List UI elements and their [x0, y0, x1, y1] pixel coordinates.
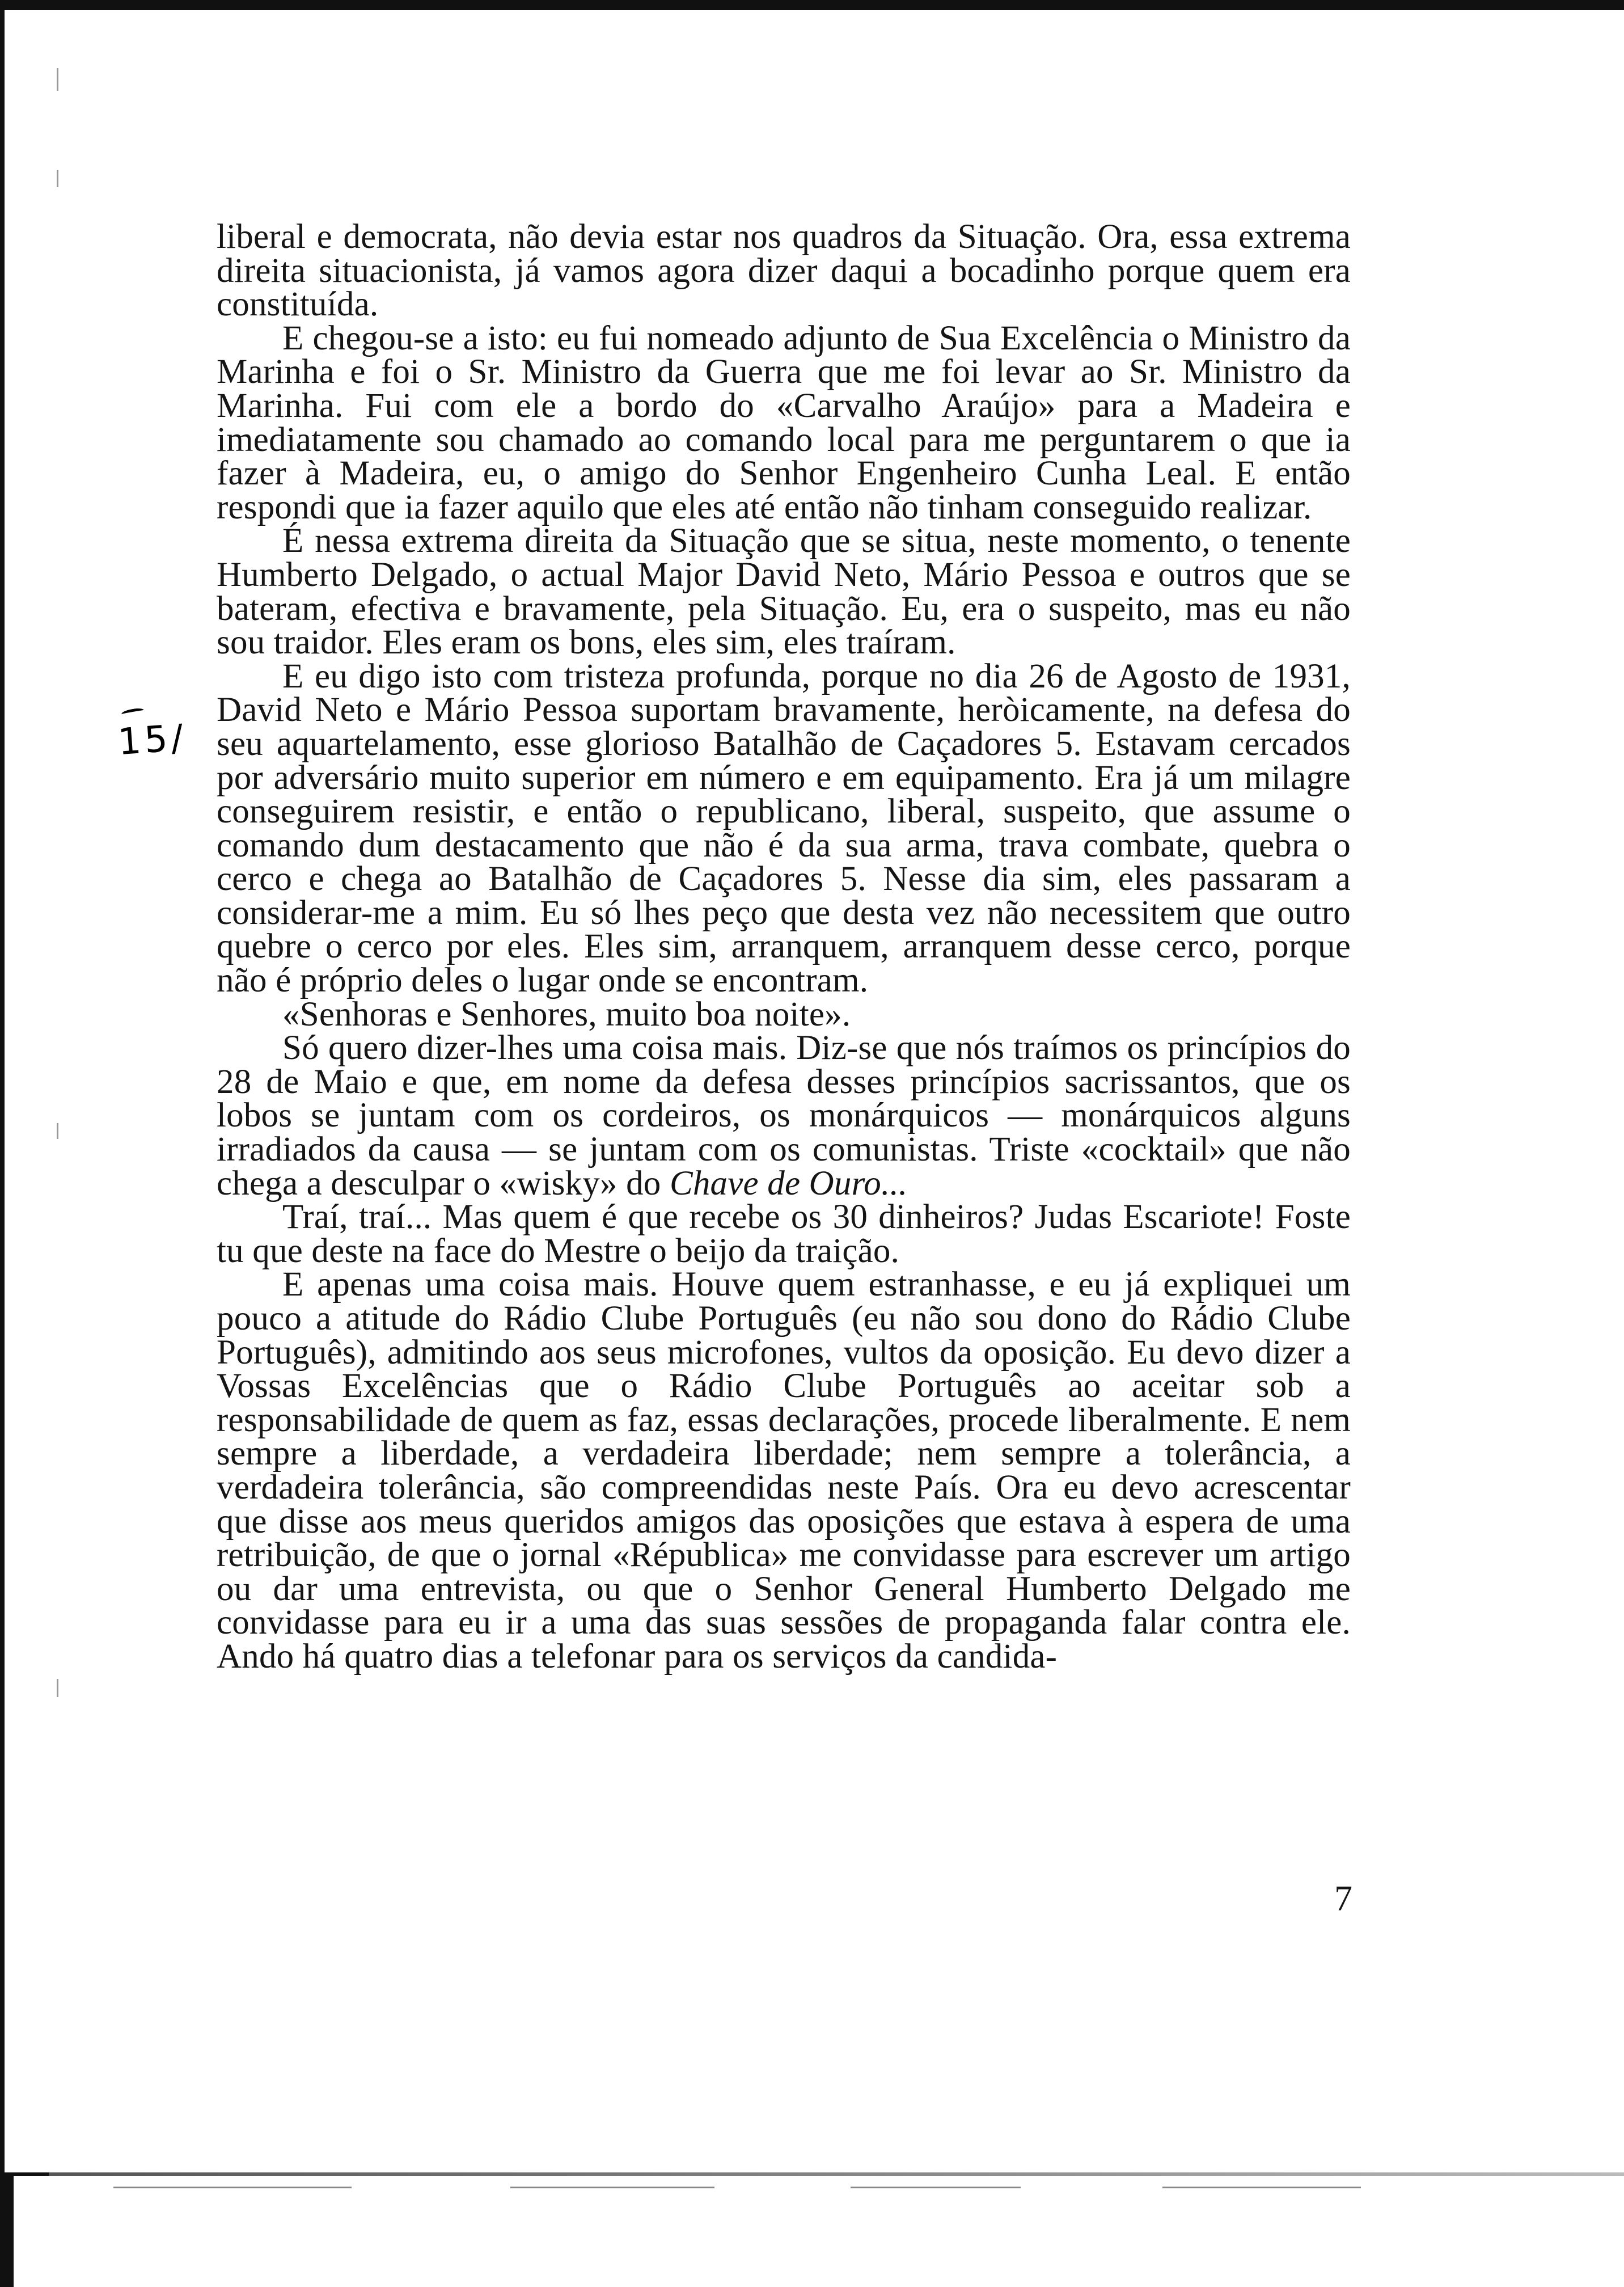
paragraph: Traí, traí... Mas quem é que recebe os 30 dinheiros? Judas Escariote! Foste tu que deste na face do Mestre o beijo da traição.: [217, 1198, 1351, 1270]
scan-dash: [1162, 2187, 1361, 2188]
scan-speck: [57, 170, 58, 187]
page-number: 7: [1334, 1878, 1352, 1918]
page-body: [217, 220, 1351, 1674]
scan-corner: [0, 0, 34, 23]
paragraph: E chegou-se a isto: eu fui nomeado adjunto de Sua Excelência o Ministro da Marinha e foi o Sr. Ministro da Guerra que me foi levar ao Sr. Ministro da Marinha. Fui com ele a bordo do «Carvalho Araújo» para a Madeira e imediatamente sou chamado ao comando local para me perguntarem o que ia fazer à Madeira, eu, o amigo do Senhor Engenheiro Cunha Leal. E então respondi que ia fazer aquilo que eles até então não tinham conseguido realizar.: [217, 319, 1351, 526]
paragraph: [217, 1031, 1351, 1200]
scan-speck: [57, 68, 58, 91]
scan-dash: [851, 2187, 1021, 2188]
scan-dash: [510, 2187, 714, 2188]
scan-dash: [113, 2187, 352, 2188]
paragraph: E eu digo isto com tristeza profunda, porque no dia 26 de Agosto de 1931, David Neto e Mário Pessoa suportam bravamente, heròicamente, na defesa do seu aquartelamento, esse glorioso Batalhão de Caçadores 5. Estavam cercados por adversário muito superior em número e em equipamento. Era já um milagre conseguirem resistir, e então o republicano, liberal, suspeito, que assume o comando dum destacamento que não é da sua arma, trava combate, quebra o cerco e chega ao Batalhão de Caçadores 5. Nesse dia sim, eles passaram a considerar-me a mim. Eu só lhes peço que desta vez não necessitem que outro quebre o cerco por eles. Eles sim, arranquem, arranquem desse cerco, porque não é próprio deles o lugar onde se encontram.: [217, 657, 1351, 1000]
scan-border-bottom: [0, 2172, 1624, 2176]
italic-title: Chave de Ouro...: [669, 1164, 908, 1202]
scan-border-bottom-left: [0, 2172, 14, 2287]
scan-border-left: [0, 0, 5, 2287]
paragraph: É nessa extrema direita da Situação que se situa, neste momento, o tenente Humberto Delgado, o actual Major David Neto, Mário Pessoa e outros que se bateram, efectiva e bravamente, pela Situação. Eu, era o suspeito, mas eu não sou traidor. Eles eram os bons, eles sim, eles traíram.: [217, 522, 1351, 662]
scan-speck: [57, 1123, 58, 1139]
margin-note: 15/: [116, 716, 188, 764]
scan-border-top: [0, 0, 1624, 10]
paragraph-text: Só quero dizer-lhes uma coisa mais. Diz-se que nós traímos os princípios do 28 de Maio e que, em nome da defesa desses princípios sacrissantos, que os lobos se juntam com os cordeiros, os monárquicos — monárquicos alguns irradiados da causa — se juntam com os comunistas. Triste «cocktail» que não chega a desculpar o «wisky» do: [217, 1029, 1351, 1202]
paragraph: liberal e democrata, não devia estar nos quadros da Situação. Ora, essa extrema direita situacionista, já vamos agora dizer daqui a bocadinho porque quem era constituída.: [217, 218, 1351, 324]
margin-note-stroke: [121, 707, 144, 718]
paragraph: «Senhoras e Senhores, muito boa noite».: [282, 995, 851, 1033]
scan-speck: [57, 1679, 58, 1697]
paragraph: E apenas uma coisa mais. Houve quem estranhasse, e eu já expliquei um pouco a atitude do Rádio Clube Português (eu não sou dono do Rádio Clube Português), admitindo aos seus microfones, vultos da oposição. Eu devo dizer a Vossas Excelências que o Rádio Clube Português ao aceitar sob a responsabilidade de quem as faz, essas declarações, procede liberalmente. E nem sempre a liberdade, a verdadeira liberdade; nem sempre a tolerância, a verdadeira tolerância, são compreendidas neste País. Ora eu devo acrescentar que disse aos meus queridos amigos das oposições que estava à espera de uma retribuição, de que o jornal «Républica» me convidasse para escrever um artigo ou dar uma entrevista, ou que o Senhor General Humberto Delgado me convidasse para eu ir a uma das suas sessões de propaganda falar contra ele. Ando há quatro dias a telefonar para os serviços da candida-: [217, 1265, 1351, 1676]
